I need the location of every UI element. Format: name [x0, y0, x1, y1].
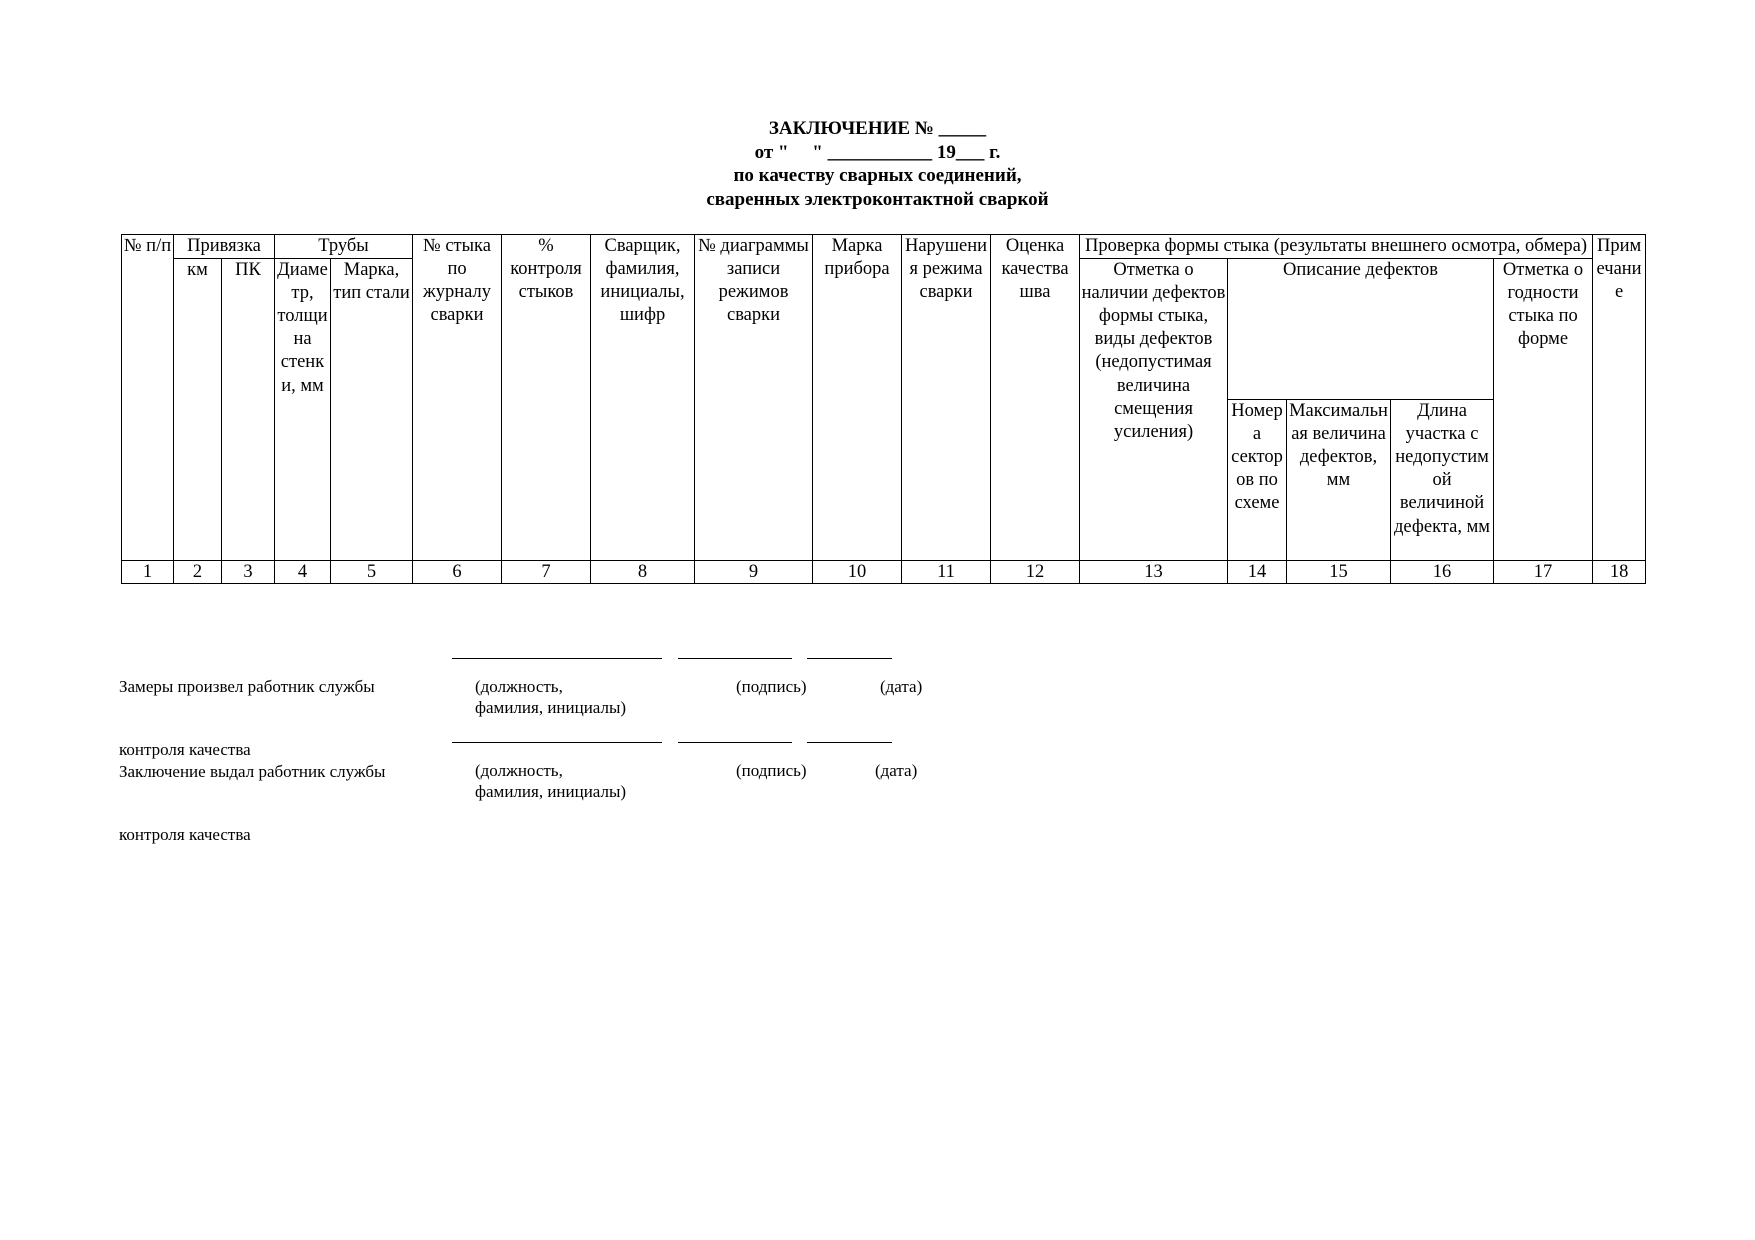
column-number-cell: 5 — [331, 561, 413, 584]
header-styk: № стыка по журналу сварки — [413, 235, 502, 561]
column-number-cell: 18 — [1593, 561, 1646, 584]
column-number-cell: 7 — [502, 561, 591, 584]
sign-line-1[interactable] — [678, 658, 792, 659]
column-number-cell: 6 — [413, 561, 502, 584]
date-line-2[interactable] — [807, 742, 892, 743]
column-number-cell: 3 — [222, 561, 275, 584]
header-prim: Примечание — [1593, 235, 1646, 561]
signature-label-1-line-1: Замеры произвел работник службы — [119, 677, 375, 696]
signature-label-1-line-2: контроля качества — [119, 740, 251, 759]
caption-post-2: (должность, — [475, 761, 563, 780]
caption-post-1: (должность, — [475, 677, 563, 696]
document-title — [0, 117, 1755, 211]
header-otmetka-defect: Отметка о наличии дефектов формы стыка, виды дефектов (недопустимая величина смещения усиления) — [1080, 259, 1228, 561]
caption-date-1: (дата) — [880, 677, 923, 696]
date-line-1[interactable] — [807, 658, 892, 659]
header-truby: Трубы — [275, 235, 413, 259]
header-ocenka: Оценка качества шва — [991, 235, 1080, 561]
header-percent: % контроля стыков — [502, 235, 591, 561]
header-sektor: Номера секторов по схеме — [1228, 400, 1287, 561]
column-number-cell: 9 — [695, 561, 813, 584]
column-number-cell: 2 — [174, 561, 222, 584]
signature-label-2 — [119, 719, 449, 866]
column-number-cell: 10 — [813, 561, 902, 584]
header-privyazka: Привязка — [174, 235, 275, 259]
caption-post-1b: фамилия, инициалы) — [475, 698, 627, 717]
header-proverka: Проверка формы стыка (результаты внешнего осмотра, обмера) — [1080, 235, 1593, 259]
header-length: Длина участка с недопустимой величиной дефекта, мм — [1391, 400, 1494, 561]
header-km: км — [174, 259, 222, 561]
header-diagram: № диаграммы записи режимов сварки — [695, 235, 813, 561]
title-line-1: ЗАКЛЮЧЕНИЕ № _____ — [768, 118, 987, 139]
title-line-4: сваренных электроконтактной сваркой — [706, 188, 1049, 210]
caption-sign-1: (подпись) — [736, 677, 807, 696]
signature-label-2-line-1: Заключение выдал работник службы — [119, 762, 386, 781]
header-diam: Диаметр, толщина стенки, мм — [275, 259, 331, 561]
header-svarshik: Сварщик, фамилия, инициалы, шифр — [591, 235, 695, 561]
column-number-row — [122, 561, 1646, 584]
column-number-cell: 14 — [1228, 561, 1287, 584]
post-line-1[interactable] — [452, 658, 662, 659]
column-number-cell: 4 — [275, 561, 331, 584]
header-marka-stali: Марка, тип стали — [331, 259, 413, 561]
column-number-cell: 8 — [591, 561, 695, 584]
column-number-cell: 11 — [902, 561, 991, 584]
caption-post-2b: фамилия, инициалы) — [475, 782, 627, 801]
column-number-cell: 17 — [1494, 561, 1593, 584]
post-line-2[interactable] — [452, 742, 662, 743]
header-otmetka-godn: Отметка о годности стыка по форме — [1494, 259, 1593, 561]
header-pk: ПК — [222, 259, 275, 561]
header-num: № п/п — [122, 235, 174, 561]
inspection-table — [121, 234, 1646, 584]
header-maxval: Максимальная величина дефектов, мм — [1287, 400, 1391, 561]
column-number-cell: 13 — [1080, 561, 1228, 584]
sign-line-2[interactable] — [678, 742, 792, 743]
column-number-cell: 15 — [1287, 561, 1391, 584]
caption-date-2: (дата) — [875, 761, 918, 780]
title-line-3: по качеству сварных соединений, — [733, 165, 1022, 186]
signature-label-2-line-2: контроля качества — [119, 825, 251, 844]
column-number-cell: 1 — [122, 561, 174, 584]
caption-sign-2: (подпись) — [736, 761, 807, 780]
column-number-cell: 16 — [1391, 561, 1494, 584]
header-pribor: Марка прибора — [813, 235, 902, 561]
header-narush: Нарушения режима сварки — [902, 235, 991, 561]
title-line-2: от " " ___________ 19___ г. — [754, 141, 1001, 163]
header-opisanie: Описание дефектов — [1228, 259, 1494, 400]
column-number-cell: 12 — [991, 561, 1080, 584]
